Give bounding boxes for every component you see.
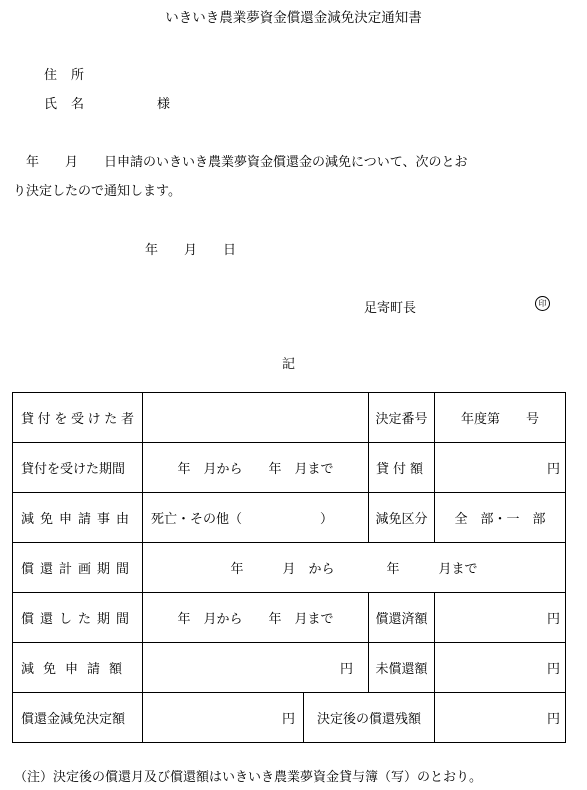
mayor-signature: 足寄町長 <box>364 301 417 316</box>
name-label: 氏名 <box>44 97 99 112</box>
repaid-amount-label: 償還済額 <box>375 612 428 627</box>
decision-table <box>12 392 566 743</box>
decided-reduction-label: 償還金減免決定額 <box>21 712 126 727</box>
requested-reduction-label: 減免申請額 <box>21 662 132 677</box>
loan-amount-unit: 円 <box>546 462 560 477</box>
reduction-type-label: 減免区分 <box>375 512 428 527</box>
loan-period-value: 年 月から 年 月まで <box>177 462 334 477</box>
document-title: いきいき農業夢資金償還金減免決定通知書 <box>165 10 422 26</box>
remaining-balance-unit: 円 <box>546 712 560 727</box>
remaining-balance-label: 決定後の償還残額 <box>316 712 421 727</box>
repaid-period-value: 年 月から 年 月まで <box>177 612 334 627</box>
loan-amount-label: 貸付額 <box>375 462 427 477</box>
ki-heading: 記 <box>282 357 296 372</box>
reduction-type-value: 全 部・一 部 <box>454 512 546 527</box>
seal-icon: 印 <box>535 296 550 311</box>
decision-number-label: 決定番号 <box>375 412 428 427</box>
reduction-reason-value: 死亡・その他（ ） <box>151 512 334 527</box>
body-text-line-2: り決定したので通知します。 <box>13 184 181 199</box>
honorific: 様 <box>157 97 171 112</box>
requested-reduction-unit: 円 <box>339 662 353 677</box>
borrower-label: 貸 付 を 受 け た 者 <box>21 412 134 427</box>
unpaid-amount-label: 未償還額 <box>375 662 428 677</box>
address-label: 住所 <box>44 68 99 83</box>
repaid-period-label: 償還した期間 <box>21 612 136 627</box>
decision-number-value: 年度第 号 <box>460 412 539 427</box>
body-text-line-1: 年 月 日申請のいきいき農業夢資金償還金の減免について、次のとお <box>13 155 468 170</box>
notice-date: 年 月 日 <box>145 243 237 258</box>
loan-period-label: 貸付を受けた期間 <box>21 462 126 477</box>
decided-reduction-unit: 円 <box>281 712 295 727</box>
unpaid-amount-unit: 円 <box>546 662 560 677</box>
footnote: （注）決定後の償還月及び償還額はいきいき農業夢資金貸与簿（写）のとおり。 <box>14 770 483 785</box>
repayment-plan-label: 償還計画期間 <box>21 562 136 577</box>
repayment-plan-value: 年 月 から 年 月まで <box>230 562 478 577</box>
repaid-amount-unit: 円 <box>546 612 560 627</box>
reduction-reason-label: 減免申請事由 <box>21 512 136 527</box>
